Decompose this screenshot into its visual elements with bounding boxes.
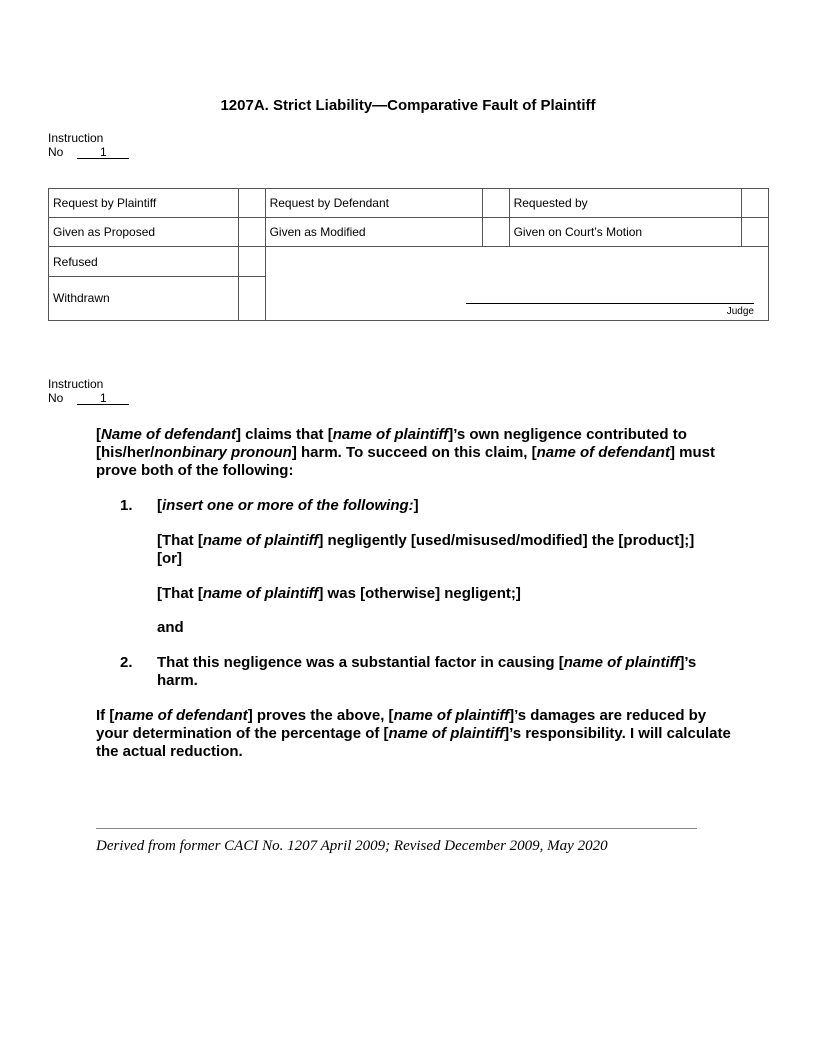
judge-label: Judge	[726, 306, 754, 317]
instruction-label: Instruction	[48, 377, 104, 391]
withdrawn-label: Withdrawn	[49, 276, 239, 320]
footer-divider	[96, 828, 697, 829]
request-table	[48, 188, 769, 321]
item-2-number: 2.	[120, 654, 133, 671]
option-a-text: [That [name of plaintiff] negligently [used/misused/modified] the [product];] [or]	[157, 532, 695, 567]
requested-by-label: Requested by	[509, 189, 741, 218]
and-text: and	[157, 619, 184, 636]
given-as-modified-label: Given as Modified	[265, 218, 482, 247]
no-label: No	[48, 391, 64, 405]
instruction-number: 1	[77, 146, 129, 159]
judge-signature-area	[265, 247, 768, 321]
judge-signature-line[interactable]	[466, 303, 754, 304]
request-by-plaintiff-checkbox[interactable]	[238, 189, 265, 218]
instruction-number-block-1	[48, 131, 129, 159]
footer-citation: Derived from former CACI No. 1207 April 2009; Revised December 2009, May 2020	[96, 838, 608, 854]
given-as-modified-checkbox[interactable]	[482, 218, 509, 247]
request-by-defendant-checkbox[interactable]	[482, 189, 509, 218]
instruction-label: Instruction	[48, 131, 104, 145]
instruction-number-block-2	[48, 377, 129, 405]
item-1-number: 1.	[120, 497, 133, 514]
requested-by-checkbox[interactable]	[742, 189, 769, 218]
request-by-defendant-label: Request by Defendant	[265, 189, 482, 218]
instruction-number: 1	[77, 392, 129, 405]
page-title: 1207A. Strict Liability—Comparative Fault of Plaintiff	[220, 97, 596, 114]
withdrawn-checkbox[interactable]	[238, 276, 265, 320]
item-1-text: [insert one or more of the following:]	[157, 497, 419, 514]
given-as-proposed-checkbox[interactable]	[238, 218, 265, 247]
item-2-text: That this negligence was a substantial factor in causing [name of plaintiff]’s harm.	[157, 654, 697, 689]
request-by-plaintiff-label: Request by Plaintiff	[49, 189, 239, 218]
option-b-text: [That [name of plaintiff] was [otherwise] negligent;]	[157, 585, 521, 602]
given-as-proposed-label: Given as Proposed	[49, 218, 239, 247]
conclusion-paragraph: If [name of defendant] proves the above, [name of plaintiff]’s damages are reduced by your determination of the percentage of [name of plaintiff]’s responsibility. I will calculate the actual reduction.	[96, 707, 731, 760]
given-on-courts-motion-checkbox[interactable]	[742, 218, 769, 247]
intro-paragraph: [Name of defendant] claims that [name of plaintiff]’s own negligence contributed to [his/her/nonbinary pronoun] harm. To succeed on this claim, [name of defendant] must prove both of the following:	[96, 426, 715, 479]
refused-label: Refused	[49, 247, 239, 276]
given-on-courts-motion-label: Given on Court’s Motion	[509, 218, 741, 247]
no-label: No	[48, 145, 64, 159]
refused-checkbox[interactable]	[238, 247, 265, 276]
